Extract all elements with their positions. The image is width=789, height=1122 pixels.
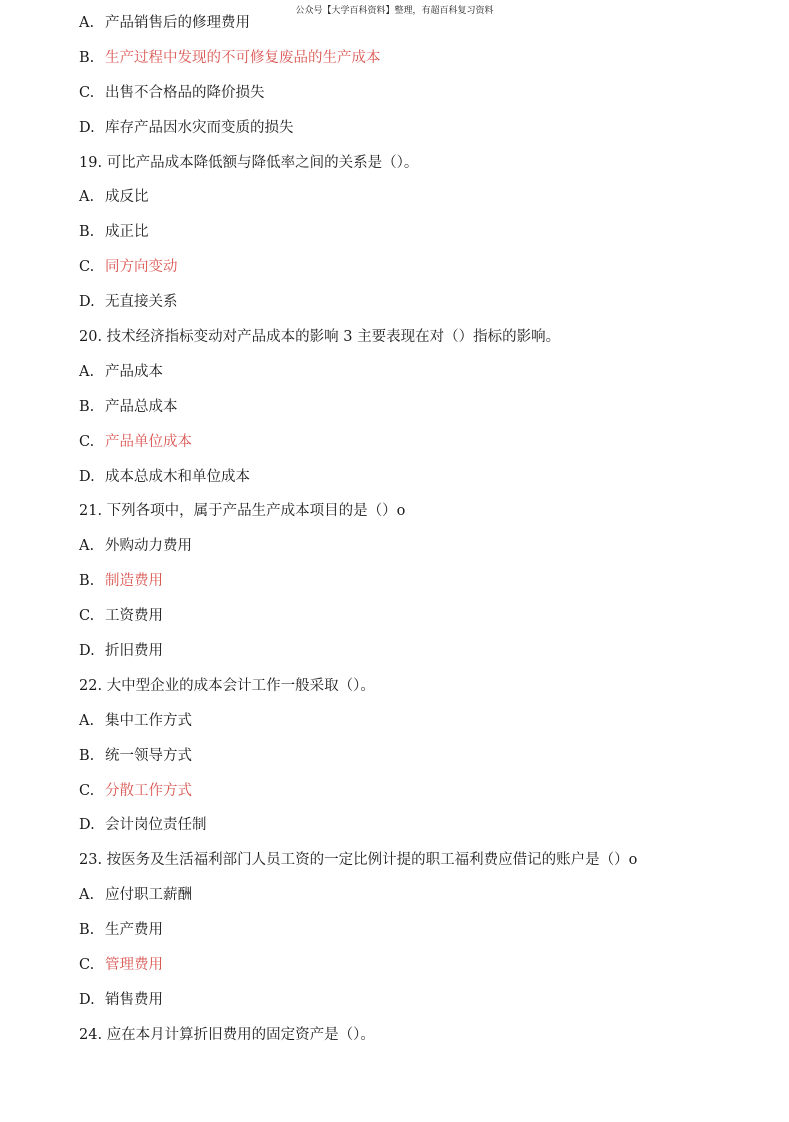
question-number: 24. bbox=[79, 1026, 103, 1043]
option-letter: D. bbox=[79, 294, 95, 311]
question-text: 技术经济指标变动对产品成本的影响 3 主要表现在对（）指标的影响。 bbox=[106, 329, 561, 346]
option-text: 产品总成本 bbox=[105, 398, 178, 415]
option-text: 无直接关系 bbox=[105, 294, 178, 311]
option-line bbox=[79, 220, 769, 255]
answer-option-line bbox=[79, 569, 769, 604]
option-line bbox=[79, 918, 769, 953]
option-line bbox=[79, 639, 769, 674]
option-text: 成本总成木和单位成本 bbox=[105, 468, 250, 485]
question-number: 21. bbox=[79, 503, 103, 520]
question-text: 按医务及生活福利部门人员工资的一定比例计提的职工福利费应借记的账户是（）o bbox=[106, 852, 638, 869]
option-letter: A. bbox=[79, 538, 95, 555]
option-letter: A. bbox=[79, 189, 95, 206]
option-letter: D. bbox=[79, 991, 95, 1008]
option-line bbox=[79, 81, 769, 116]
option-line bbox=[79, 883, 769, 918]
option-letter: D. bbox=[79, 119, 95, 136]
option-text: 产品成本 bbox=[105, 363, 163, 380]
option-text: 集中工作方式 bbox=[105, 712, 192, 729]
answer-option-line bbox=[79, 255, 769, 290]
answer-option-line bbox=[79, 779, 769, 814]
question-number: 22. bbox=[79, 677, 103, 694]
question-number: 19. bbox=[79, 154, 103, 171]
option-letter: B. bbox=[79, 49, 95, 66]
option-letter: C. bbox=[79, 433, 95, 450]
option-letter: B. bbox=[79, 747, 95, 764]
option-letter: B. bbox=[79, 922, 95, 939]
option-text: 生产费用 bbox=[105, 922, 163, 939]
question-number: 23. bbox=[79, 852, 103, 869]
question-text: 可比产品成本降低额与降低率之间的关系是（）。 bbox=[106, 154, 419, 171]
question-text: 应在本月计算折旧费用的固定资产是（）。 bbox=[106, 1026, 375, 1043]
option-line bbox=[79, 604, 769, 639]
option-letter: C. bbox=[79, 84, 95, 101]
option-text: 制造费用 bbox=[105, 573, 163, 590]
option-line bbox=[79, 709, 769, 744]
question-line bbox=[79, 325, 769, 360]
option-line bbox=[79, 11, 769, 46]
option-letter: A. bbox=[79, 363, 95, 380]
option-letter: B. bbox=[79, 224, 95, 241]
option-text: 工资费用 bbox=[105, 608, 163, 625]
option-letter: B. bbox=[79, 398, 95, 415]
option-text: 成反比 bbox=[105, 189, 149, 206]
option-letter: D. bbox=[79, 468, 95, 485]
question-number: 20. bbox=[79, 329, 103, 346]
option-line bbox=[79, 744, 769, 779]
option-text: 统一领导方式 bbox=[105, 747, 192, 764]
question-line bbox=[79, 499, 769, 534]
option-text: 会计岗位责任制 bbox=[105, 817, 207, 834]
option-letter: C. bbox=[79, 608, 95, 625]
question-line bbox=[79, 151, 769, 186]
option-letter: B. bbox=[79, 573, 95, 590]
question-list bbox=[79, 11, 769, 1058]
answer-option-line bbox=[79, 953, 769, 988]
option-letter: C. bbox=[79, 782, 95, 799]
option-letter: A. bbox=[79, 712, 95, 729]
option-text: 管理费用 bbox=[105, 957, 163, 974]
option-text: 应付职工薪酬 bbox=[105, 887, 192, 904]
question-line bbox=[79, 1023, 769, 1058]
option-text: 生产过程中发现的不可修复废品的生产成本 bbox=[105, 49, 381, 66]
option-letter: C. bbox=[79, 259, 95, 276]
option-text: 出售不合格品的降价损失 bbox=[105, 84, 265, 101]
option-letter: A. bbox=[79, 15, 95, 31]
option-text: 分散工作方式 bbox=[105, 782, 192, 799]
option-line bbox=[79, 988, 769, 1023]
question-line bbox=[79, 674, 769, 709]
option-line bbox=[79, 185, 769, 220]
question-line bbox=[79, 848, 769, 883]
answer-option-line bbox=[79, 46, 769, 81]
option-text: 产品单位成本 bbox=[105, 433, 192, 450]
option-text: 外购动力费用 bbox=[105, 538, 192, 555]
option-line bbox=[79, 116, 769, 151]
option-letter: D. bbox=[79, 817, 95, 834]
option-letter: C. bbox=[79, 957, 95, 974]
option-text: 库存产品因水灾而变质的损失 bbox=[105, 119, 294, 136]
option-text: 同方向变动 bbox=[105, 259, 178, 276]
question-text: 下列各项中，属于产品生产成本项目的是（）o bbox=[106, 503, 406, 520]
option-line bbox=[79, 395, 769, 430]
option-line bbox=[79, 813, 769, 848]
option-line bbox=[79, 534, 769, 569]
option-line bbox=[79, 465, 769, 500]
option-text: 销售费用 bbox=[105, 991, 163, 1008]
option-line bbox=[79, 290, 769, 325]
option-letter: D. bbox=[79, 643, 95, 660]
page-header: 公众号【大学百科资料】整理，有超百科复习资料 bbox=[295, 6, 494, 16]
option-line bbox=[79, 360, 769, 395]
option-text: 成正比 bbox=[105, 224, 149, 241]
option-text: 产品销售后的修理费用 bbox=[105, 15, 250, 31]
question-text: 大中型企业的成本会计工作一般采取（）。 bbox=[106, 677, 375, 694]
answer-option-line bbox=[79, 430, 769, 465]
option-text: 折旧费用 bbox=[105, 643, 163, 660]
option-letter: A. bbox=[79, 887, 95, 904]
